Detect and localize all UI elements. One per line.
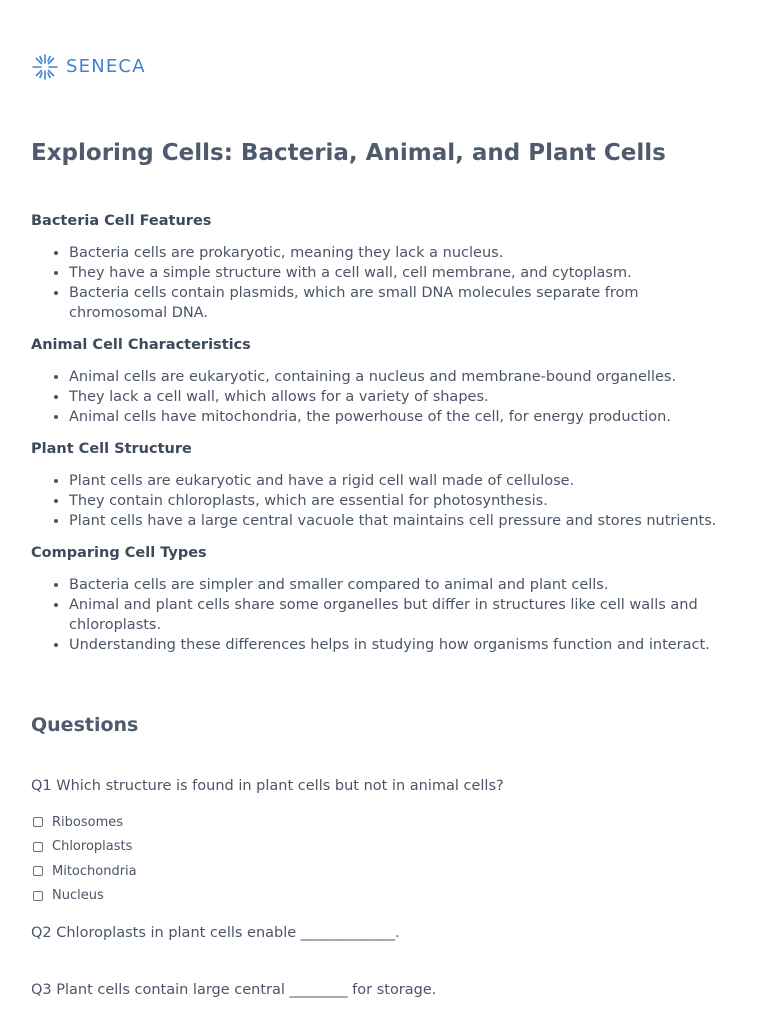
option-label: Nucleus (52, 888, 104, 904)
list-item: • Bacteria cells are simpler and smaller compared to animal and plant cells. (69, 575, 731, 595)
question-1: Q1 Which structure is found in plant cells but not in animal cells? (31, 778, 504, 794)
checkbox[interactable] (33, 866, 43, 876)
list-item: • Bacteria cells contain plasmids, which are small DNA molecules separate from chromosomal DNA. (69, 283, 731, 323)
bullet-list-animal (31, 367, 731, 427)
notes-content (31, 210, 731, 666)
option-nucleus[interactable] (33, 884, 137, 909)
checkbox[interactable] (33, 842, 43, 852)
list-item: • Animal cells are eukaryotic, containing a nucleus and membrane-bound organelles. (69, 367, 731, 387)
section-heading-comparing: Comparing Cell Types (31, 545, 207, 561)
brand-name: SENECA (66, 56, 146, 77)
bullet-list-comparing (31, 575, 731, 655)
option-label: Ribosomes (52, 814, 124, 830)
bullet-list-plant (31, 471, 731, 531)
question-3: Q3 Plant cells contain large central ________ for storage. (31, 982, 437, 998)
option-mitochondria[interactable] (33, 859, 137, 884)
list-item: • They contain chloroplasts, which are essential for photosynthesis. (69, 491, 731, 511)
section-heading-animal: Animal Cell Characteristics (31, 337, 251, 353)
bullet-list-bacteria (31, 243, 731, 323)
page-title: Exploring Cells: Bacteria, Animal, and Plant Cells (31, 140, 666, 166)
option-chloroplasts[interactable] (33, 835, 137, 860)
option-ribosomes[interactable] (33, 810, 137, 835)
option-label: Mitochondria (52, 863, 137, 879)
list-item: • They lack a cell wall, which allows for a variety of shapes. (69, 387, 731, 407)
option-label: Chloroplasts (52, 839, 133, 855)
list-item: • Bacteria cells are prokaryotic, meaning they lack a nucleus. (69, 243, 731, 263)
checkbox[interactable] (33, 891, 43, 901)
section-heading-plant: Plant Cell Structure (31, 441, 192, 457)
questions-heading: Questions (31, 714, 139, 736)
section-heading-bacteria: Bacteria Cell Features (31, 213, 212, 229)
question-2: Q2 Chloroplasts in plant cells enable _____________. (31, 925, 400, 941)
seneca-star-icon (31, 53, 59, 81)
checkbox[interactable] (33, 817, 43, 827)
brand-logo[interactable] (31, 53, 146, 81)
list-item: • Animal cells have mitochondria, the powerhouse of the cell, for energy production. (69, 407, 731, 427)
list-item: • Understanding these differences helps in studying how organisms function and interact. (69, 635, 731, 655)
question-1-options (33, 810, 137, 908)
list-item: • Animal and plant cells share some organelles but differ in structures like cell walls and chloroplasts. (69, 595, 731, 635)
list-item: • Plant cells are eukaryotic and have a rigid cell wall made of cellulose. (69, 471, 731, 491)
list-item: • They have a simple structure with a cell wall, cell membrane, and cytoplasm. (69, 263, 731, 283)
list-item: • Plant cells have a large central vacuole that maintains cell pressure and stores nutrients. (69, 511, 731, 531)
